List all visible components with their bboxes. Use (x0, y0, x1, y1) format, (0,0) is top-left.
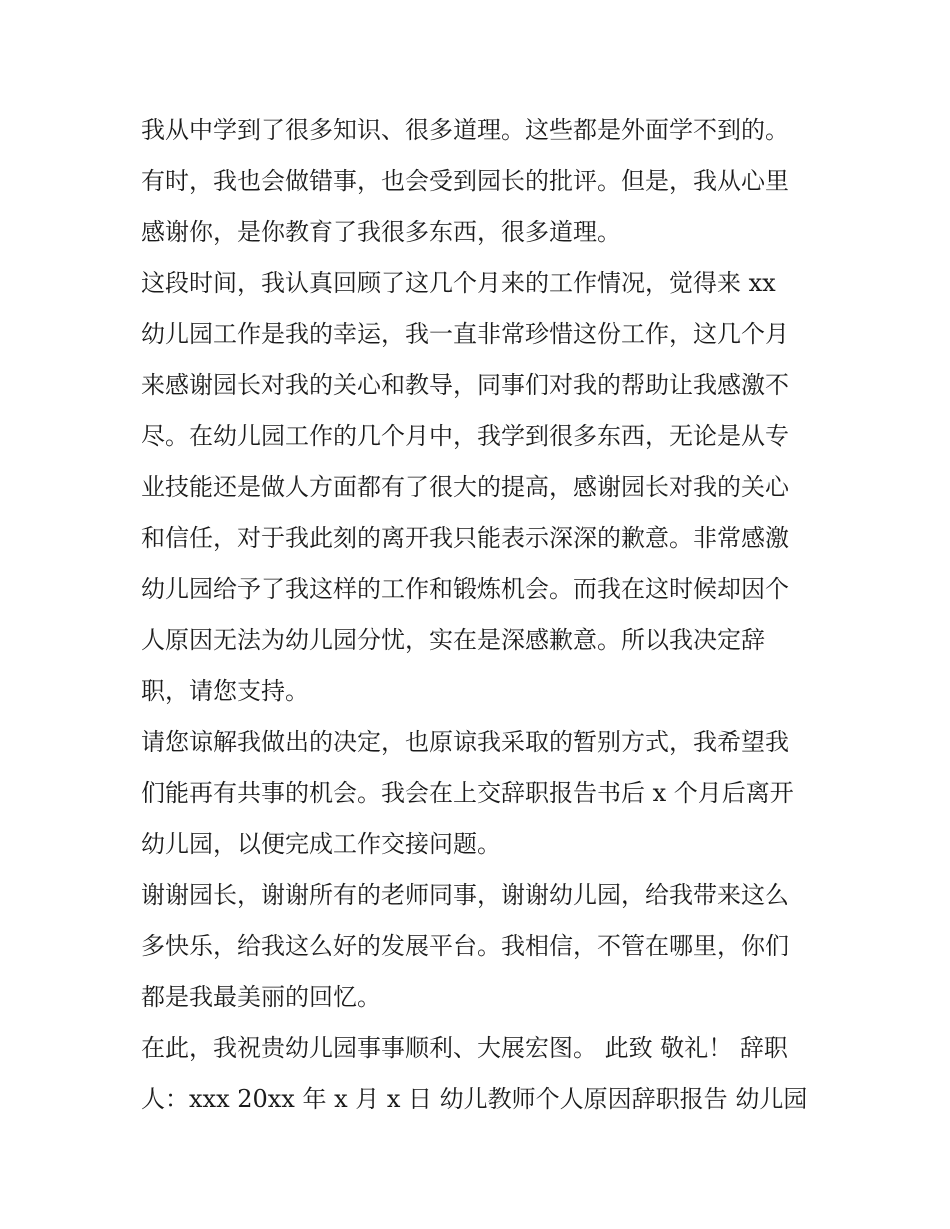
text-line: 都是我最美丽的回忆。 (141, 983, 381, 1011)
text-line: 职，请您支持。 (141, 677, 309, 705)
text-line: 业技能还是做人方面都有了很大的提高，感谢园长对我的关心 (141, 473, 789, 501)
text-line: 人原因无法为幼儿园分忧，实在是深感歉意。所以我决定辞 (141, 626, 765, 654)
text-line: 请您谅解我做出的决定，也原谅我采取的暂别方式，我希望我 (141, 728, 789, 756)
text-line: 这段时间，我认真回顾了这几个月来的工作情况，觉得来 xx (141, 269, 776, 297)
text-line: 幼儿园，以便完成工作交接问题。 (141, 830, 501, 858)
resignation-letter-body (141, 105, 821, 1125)
text-line: 有时，我也会做错事，也会受到园长的批评。但是，我从心里 (141, 167, 789, 195)
text-line: 来感谢园长对我的关心和教导，同事们对我的帮助让我感激不 (141, 371, 789, 399)
text-line: 们能再有共事的机会。我会在上交辞职报告书后 x 个月后离开 (141, 779, 794, 807)
text-line: 幼儿园给予了我这样的工作和锻炼机会。而我在这时候却因个 (141, 575, 789, 603)
text-line: 尽。在幼儿园工作的几个月中，我学到很多东西，无论是从专 (141, 422, 789, 450)
text-line: 在此，我祝贵幼儿园事事顺利、大展宏图。 此致 敬礼！ 辞职 (141, 1034, 788, 1062)
text-line: 我从中学到了很多知识、很多道理。这些都是外面学不到的。 (141, 116, 789, 144)
text-line: 多快乐，给我这么好的发展平台。我相信，不管在哪里，你们 (141, 932, 789, 960)
text-line: 人：xxx 20xx 年 x 月 x 日 幼儿教师个人原因辞职报告 幼儿园 (141, 1085, 808, 1113)
text-line: 感谢你，是你教育了我很多东西，很多道理。 (141, 218, 621, 246)
text-line: 幼儿园工作是我的幸运，我一直非常珍惜这份工作，这几个月 (141, 320, 789, 348)
text-line: 和信任，对于我此刻的离开我只能表示深深的歉意。非常感激 (141, 524, 789, 552)
text-line: 谢谢园长，谢谢所有的老师同事，谢谢幼儿园，给我带来这么 (141, 881, 789, 909)
